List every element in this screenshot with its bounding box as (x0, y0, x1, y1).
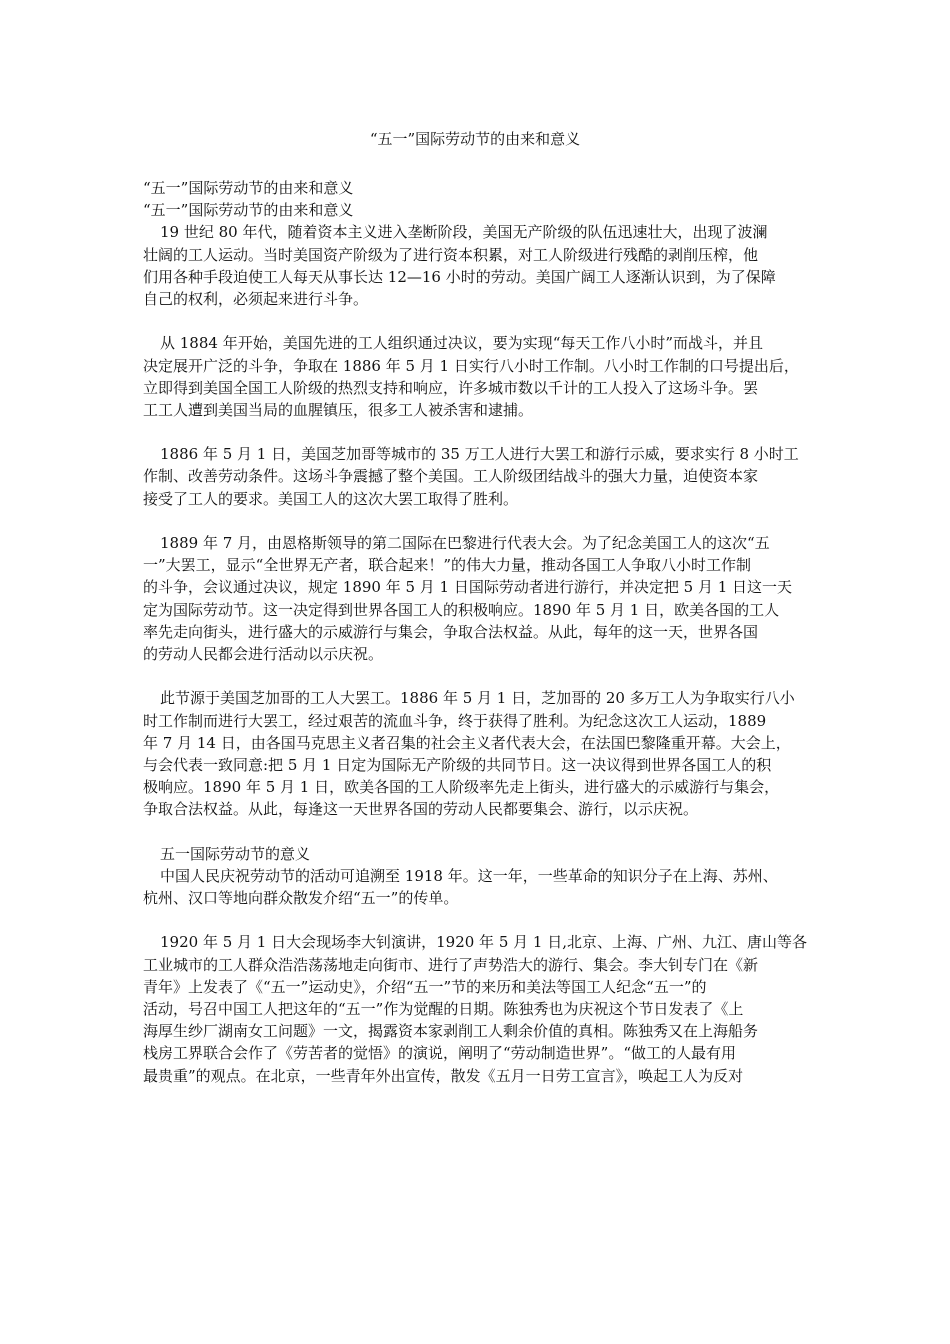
text-line: 中国人民庆祝劳动节的活动可追溯至 1918 年。这一年，一些革命的知识分子在上海、苏州、 (160, 866, 778, 885)
text-line: 率先走向街头，进行盛大的示威游行与集会，争取合法权益。从此，每年的这一天，世界各国 (143, 622, 759, 641)
text-line: 海厚生纱厂湖南女工问题》一文，揭露资本家剥削工人剩余价值的真相。陈独秀又在上海船务 (143, 1022, 759, 1041)
paragraph-5 (143, 687, 808, 820)
text-line: 工业城市的工人群众浩浩荡荡地走向街市、进行了声势浩大的游行、集会。李大钊专门在《新 (143, 955, 759, 974)
text-line: 自己的权利，必须起来进行斗争。 (143, 289, 369, 308)
text-line: 最贵重”的观点。在北京，一些青年外出宣传，散发《五月一日劳工宣言》，唤起工人为反对 (143, 1066, 744, 1085)
text-line: 决定展开广泛的斗争，争取在 1886 年 5 月 1 日实行八小时工作制。八小时工作制的口号提出后， (143, 356, 799, 375)
paragraph-7 (143, 931, 808, 1086)
text-line: 们用各种手段迫使工人每天从事长达 12—16 小时的劳动。美国广阔工人逐渐认识到，为了保障 (143, 267, 776, 286)
document-body (143, 177, 808, 1087)
text-line: 争取合法权益。从此，每逢这一天世界各国的劳动人民都要集会、游行，以示庆祝。 (143, 800, 699, 819)
text-line: 年 7 月 14 日，由各国马克思主义者召集的社会主义者代表大会，在法国巴黎隆重开幕。大会上， (143, 733, 791, 752)
subtitle: “五一”国际劳动节的由来和意义 (143, 179, 354, 197)
paragraph-4 (143, 532, 808, 665)
subtitle: “五一”国际劳动节的由来和意义 (143, 201, 354, 220)
paragraph-2 (143, 332, 808, 421)
text-line: 1920 年 5 月 1 日大会现场李大钊演讲，1920 年 5 月 1 日,北京、上海、广州、九江、唐山等各 (160, 933, 807, 952)
paragraph-1 (143, 221, 808, 310)
paragraph-6 (143, 865, 808, 909)
text-line: 1886 年 5 月 1 日，美国芝加哥等城市的 35 万工人进行大罢工和游行示威，要求实行 8 小时工 (160, 445, 799, 464)
paragraph-3 (143, 443, 808, 510)
text-line: 工工人遭到美国当局的血腥镇压，很多工人被杀害和逮捕。 (143, 400, 534, 419)
text-line: 的斗争，会议通过决议，规定 1890 年 5 月 1 日国际劳动者进行游行，并决定把 5 月 1 日这一天 (143, 578, 793, 597)
text-line: 接受了工人的要求。美国工人的这次大罢工取得了胜利。 (143, 489, 519, 508)
text-line: 此节源于美国芝加哥的工人大罢工。1886 年 5 月 1 日，芝加哥的 20 多万工人为争取实行八小 (160, 689, 795, 708)
text-line: 立即得到美国全国工人阶级的热烈支持和响应，许多城市数以千计的工人投入了这场斗争。罢 (143, 378, 759, 397)
text-line: 杭州、汉口等地向群众散发介绍“五一”的传单。 (143, 889, 459, 907)
text-line: 极响应。1890 年 5 月 1 日，欧美各国的工人阶级率先走上街头，进行盛大的示威游行与集会， (143, 778, 780, 797)
text-line: 从 1884 年开始，美国先进的工人组织通过决议，要为实现“每天工作八小时”而战斗，并且 (160, 334, 764, 353)
text-line: 19 世纪 80 年代，随着资本主义进入垄断阶段，美国无产阶级的队伍迅速壮大，出现了波澜 (160, 223, 768, 242)
text-line: 1889 年 7 月，由恩格斯领导的第二国际在巴黎进行代表大会。为了纪念美国工人的这次“五 (160, 534, 770, 552)
text-line: 时工作制而进行大罢工，经过艰苦的流血斗争，终于获得了胜利。为纪念这次工人运动，1889 (143, 711, 767, 730)
text-line: 定为国际劳动节。这一决定得到世界各国工人的积极响应。1890 年 5 月 1 日，欧美各国的工人 (143, 600, 780, 619)
section-heading: 五一国际劳动节的意义 (160, 844, 311, 863)
text-line: 活动，号召中国工人把这年的“五一”作为觉醒的日期。陈独秀也为庆祝这个节日发表了《上 (143, 999, 744, 1018)
text-line: 与会代表一致同意:把 5 月 1 日定为国际无产阶级的共同节日。这一决议得到世界各国工人的积 (143, 755, 772, 774)
text-line: 一”大罢工，显示“全世界无产者，联合起来！”的伟大力量，推动各国工人争取八小时工作制 (143, 556, 752, 575)
text-line: 壮阔的工人运动。当时美国资产阶级为了进行资本积累，对工人阶级进行残酷的剥削压榨，他 (143, 245, 759, 264)
text-line: 的劳动人民都会进行活动以示庆祝。 (143, 644, 384, 663)
text-line: 青年》上发表了《“五一”运动史》，介绍“五一”节的来历和美法等国工人纪念“五一”的 (143, 977, 707, 996)
text-line: 作制、改善劳动条件。这场斗争震撼了整个美国。工人阶级团结战斗的强大力量，迫使资本家 (143, 467, 759, 486)
text-line: 栈房工界联合会作了《劳苦者的觉悟》的演说，阐明了“劳动制造世界”。“做工的人最有用 (143, 1044, 737, 1063)
document-title: “五一”国际劳动节的由来和意义 (369, 130, 581, 148)
